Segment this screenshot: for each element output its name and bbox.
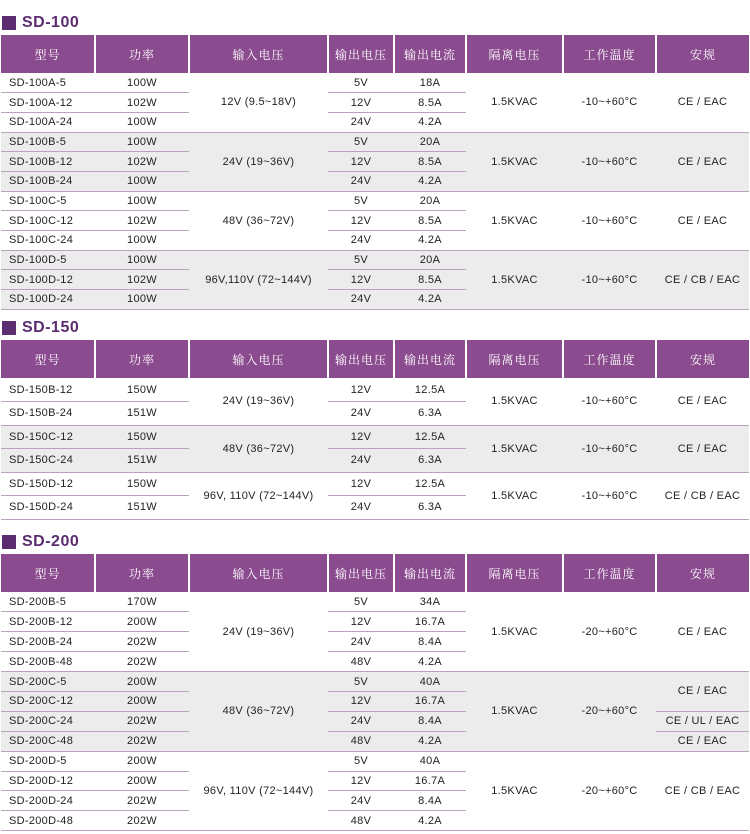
model-cell: SD-150D-12 — [1, 472, 95, 496]
input-voltage-cell: 24V (19~36V) — [189, 592, 328, 672]
output-voltage-cell: 12V — [328, 152, 394, 172]
output-current-cell: 20A — [394, 250, 466, 270]
isolation-voltage-cell: 1.5KVAC — [466, 378, 563, 425]
operating-temp-cell: -10~+60°C — [563, 378, 656, 425]
power-cell: 100W — [95, 132, 189, 152]
certification-cell: CE / EAC — [656, 132, 749, 191]
power-cell: 150W — [95, 378, 189, 402]
operating-temp-cell: -10~+60°C — [563, 250, 656, 309]
model-cell: SD-100B-5 — [1, 132, 95, 152]
isolation-voltage-cell: 1.5KVAC — [466, 425, 563, 472]
column-header: 输出电流 — [394, 554, 466, 592]
power-cell: 150W — [95, 472, 189, 496]
model-cell: SD-150C-12 — [1, 425, 95, 449]
title-marker-icon — [2, 16, 16, 30]
output-voltage-cell: 12V — [328, 378, 394, 402]
section-title-text: SD-200 — [22, 533, 80, 550]
column-header: 功率 — [95, 35, 189, 73]
output-current-cell: 12.5A — [394, 472, 466, 496]
header-row — [1, 554, 749, 592]
power-cell: 170W — [95, 592, 189, 612]
input-voltage-cell: 96V, 110V (72~144V) — [189, 751, 328, 831]
input-voltage-cell: 96V, 110V (72~144V) — [189, 472, 328, 519]
output-voltage-cell: 24V — [328, 290, 394, 310]
header-row — [1, 35, 749, 73]
model-cell: SD-200D-12 — [1, 771, 95, 791]
output-voltage-cell: 12V — [328, 771, 394, 791]
column-header: 隔离电压 — [466, 340, 563, 378]
output-voltage-cell: 24V — [328, 112, 394, 132]
certification-cell: CE / EAC — [656, 672, 749, 712]
power-cell: 150W — [95, 425, 189, 449]
output-voltage-cell: 48V — [328, 652, 394, 672]
spec-table — [1, 35, 749, 310]
certification-cell: CE / CB / EAC — [656, 472, 749, 519]
column-header: 功率 — [95, 554, 189, 592]
table-row — [1, 250, 749, 270]
power-cell: 202W — [95, 711, 189, 731]
input-voltage-cell: 24V (19~36V) — [189, 132, 328, 191]
output-current-cell: 8.5A — [394, 93, 466, 113]
power-cell: 202W — [95, 652, 189, 672]
power-cell: 151W — [95, 449, 189, 473]
model-cell: SD-100D-5 — [1, 250, 95, 270]
table-row — [1, 132, 749, 152]
power-cell: 200W — [95, 771, 189, 791]
certification-cell: CE / EAC — [656, 378, 749, 425]
output-voltage-cell: 5V — [328, 751, 394, 771]
output-voltage-cell: 5V — [328, 592, 394, 612]
output-current-cell: 6.3A — [394, 496, 466, 520]
operating-temp-cell: -10~+60°C — [563, 425, 656, 472]
power-cell: 100W — [95, 171, 189, 191]
output-voltage-cell: 48V — [328, 811, 394, 831]
title-marker-icon — [2, 535, 16, 549]
output-current-cell: 40A — [394, 672, 466, 692]
output-current-cell: 12.5A — [394, 378, 466, 402]
output-voltage-cell: 5V — [328, 250, 394, 270]
table-row — [1, 592, 749, 612]
output-voltage-cell: 24V — [328, 171, 394, 191]
power-cell: 100W — [95, 231, 189, 251]
output-voltage-cell: 12V — [328, 612, 394, 632]
section-title-text: SD-150 — [22, 319, 80, 336]
model-cell: SD-100A-24 — [1, 112, 95, 132]
column-header: 工作温度 — [563, 35, 656, 73]
model-cell: SD-200C-48 — [1, 731, 95, 751]
operating-temp-cell: -10~+60°C — [563, 73, 656, 132]
power-cell: 100W — [95, 191, 189, 211]
column-header: 型号 — [1, 554, 95, 592]
input-voltage-cell: 24V (19~36V) — [189, 378, 328, 425]
column-header: 安规 — [656, 340, 749, 378]
output-current-cell: 4.2A — [394, 112, 466, 132]
output-voltage-cell: 12V — [328, 472, 394, 496]
power-cell: 202W — [95, 731, 189, 751]
output-voltage-cell: 48V — [328, 731, 394, 751]
model-cell: SD-200B-48 — [1, 652, 95, 672]
column-header: 工作温度 — [563, 554, 656, 592]
column-header: 输入电压 — [189, 35, 328, 73]
operating-temp-cell: -10~+60°C — [563, 472, 656, 519]
column-header: 输出电压 — [328, 340, 394, 378]
output-current-cell: 4.2A — [394, 811, 466, 831]
table-row — [1, 472, 749, 496]
output-voltage-cell: 24V — [328, 402, 394, 426]
certification-cell: CE / UL / EAC — [656, 711, 749, 731]
power-cell: 100W — [95, 290, 189, 310]
column-header: 隔离电压 — [466, 35, 563, 73]
table-row — [1, 191, 749, 211]
output-current-cell: 12.5A — [394, 425, 466, 449]
output-voltage-cell: 5V — [328, 672, 394, 692]
power-cell: 100W — [95, 112, 189, 132]
model-cell: SD-150B-12 — [1, 378, 95, 402]
column-header: 工作温度 — [563, 340, 656, 378]
column-header: 输出电流 — [394, 35, 466, 73]
output-current-cell: 20A — [394, 132, 466, 152]
power-cell: 102W — [95, 270, 189, 290]
power-cell: 200W — [95, 612, 189, 632]
output-voltage-cell: 12V — [328, 270, 394, 290]
output-current-cell: 16.7A — [394, 612, 466, 632]
output-current-cell: 4.2A — [394, 731, 466, 751]
certification-cell: CE / EAC — [656, 731, 749, 751]
operating-temp-cell: -20~+60°C — [563, 672, 656, 752]
output-current-cell: 6.3A — [394, 449, 466, 473]
header-row — [1, 340, 749, 378]
column-header: 型号 — [1, 35, 95, 73]
column-header: 隔离电压 — [466, 554, 563, 592]
isolation-voltage-cell: 1.5KVAC — [466, 751, 563, 831]
output-voltage-cell: 24V — [328, 231, 394, 251]
model-cell: SD-200D-24 — [1, 791, 95, 811]
isolation-voltage-cell: 1.5KVAC — [466, 73, 563, 132]
model-cell: SD-100A-5 — [1, 73, 95, 93]
output-current-cell: 34A — [394, 592, 466, 612]
output-current-cell: 4.2A — [394, 290, 466, 310]
column-header: 输出电流 — [394, 340, 466, 378]
output-current-cell: 8.5A — [394, 270, 466, 290]
isolation-voltage-cell: 1.5KVAC — [466, 250, 563, 309]
output-voltage-cell: 12V — [328, 425, 394, 449]
output-current-cell: 20A — [394, 191, 466, 211]
output-voltage-cell: 24V — [328, 449, 394, 473]
section-title — [0, 318, 79, 338]
isolation-voltage-cell: 1.5KVAC — [466, 132, 563, 191]
output-voltage-cell: 5V — [328, 73, 394, 93]
model-cell: SD-100D-12 — [1, 270, 95, 290]
output-voltage-cell: 24V — [328, 711, 394, 731]
isolation-voltage-cell: 1.5KVAC — [466, 592, 563, 672]
output-voltage-cell: 12V — [328, 211, 394, 231]
isolation-voltage-cell: 1.5KVAC — [466, 672, 563, 752]
output-current-cell: 16.7A — [394, 771, 466, 791]
power-cell: 151W — [95, 402, 189, 426]
output-current-cell: 8.4A — [394, 711, 466, 731]
model-cell: SD-100B-24 — [1, 171, 95, 191]
output-current-cell: 8.4A — [394, 632, 466, 652]
spec-table — [1, 340, 749, 520]
power-cell: 200W — [95, 751, 189, 771]
model-cell: SD-200C-24 — [1, 711, 95, 731]
certification-cell: CE / EAC — [656, 425, 749, 472]
table-row — [1, 73, 749, 93]
output-voltage-cell: 24V — [328, 791, 394, 811]
certification-cell: CE / EAC — [656, 592, 749, 672]
output-current-cell: 16.7A — [394, 691, 466, 711]
power-cell: 102W — [95, 211, 189, 231]
column-header: 输出电压 — [328, 35, 394, 73]
operating-temp-cell: -10~+60°C — [563, 191, 656, 250]
spec-table — [1, 554, 749, 831]
certification-cell: CE / EAC — [656, 73, 749, 132]
certification-cell: CE / EAC — [656, 191, 749, 250]
model-cell: SD-150C-24 — [1, 449, 95, 473]
column-header: 输出电压 — [328, 554, 394, 592]
power-cell: 102W — [95, 93, 189, 113]
output-current-cell: 18A — [394, 73, 466, 93]
output-voltage-cell: 12V — [328, 93, 394, 113]
power-cell: 200W — [95, 672, 189, 692]
output-current-cell: 4.2A — [394, 171, 466, 191]
section-title-text: SD-100 — [22, 14, 80, 31]
power-cell: 200W — [95, 691, 189, 711]
power-cell: 151W — [95, 496, 189, 520]
power-cell: 202W — [95, 791, 189, 811]
output-current-cell: 40A — [394, 751, 466, 771]
isolation-voltage-cell: 1.5KVAC — [466, 472, 563, 519]
table-row — [1, 378, 749, 402]
model-cell: SD-200B-12 — [1, 612, 95, 632]
certification-cell: CE / CB / EAC — [656, 250, 749, 309]
column-header: 输入电压 — [189, 340, 328, 378]
input-voltage-cell: 48V (36~72V) — [189, 672, 328, 752]
column-header: 安规 — [656, 554, 749, 592]
column-header: 型号 — [1, 340, 95, 378]
output-voltage-cell: 5V — [328, 191, 394, 211]
section-title — [0, 532, 79, 552]
model-cell: SD-200D-5 — [1, 751, 95, 771]
output-current-cell: 8.5A — [394, 152, 466, 172]
model-cell: SD-100C-5 — [1, 191, 95, 211]
column-header: 功率 — [95, 340, 189, 378]
output-voltage-cell: 24V — [328, 496, 394, 520]
model-cell: SD-200D-48 — [1, 811, 95, 831]
power-cell: 102W — [95, 152, 189, 172]
operating-temp-cell: -20~+60°C — [563, 592, 656, 672]
input-voltage-cell: 48V (36~72V) — [189, 191, 328, 250]
model-cell: SD-200C-12 — [1, 691, 95, 711]
power-cell: 202W — [95, 811, 189, 831]
section-title — [0, 13, 79, 33]
model-cell: SD-100B-12 — [1, 152, 95, 172]
input-voltage-cell: 96V,110V (72~144V) — [189, 250, 328, 309]
title-marker-icon — [2, 321, 16, 335]
operating-temp-cell: -10~+60°C — [563, 132, 656, 191]
table-row — [1, 751, 749, 771]
isolation-voltage-cell: 1.5KVAC — [466, 191, 563, 250]
model-cell: SD-100C-12 — [1, 211, 95, 231]
output-current-cell: 8.4A — [394, 791, 466, 811]
power-cell: 100W — [95, 73, 189, 93]
column-header: 输入电压 — [189, 554, 328, 592]
model-cell: SD-100D-24 — [1, 290, 95, 310]
output-current-cell: 4.2A — [394, 652, 466, 672]
model-cell: SD-100C-24 — [1, 231, 95, 251]
output-current-cell: 4.2A — [394, 231, 466, 251]
model-cell: SD-150D-24 — [1, 496, 95, 520]
output-voltage-cell: 12V — [328, 691, 394, 711]
output-voltage-cell: 24V — [328, 632, 394, 652]
model-cell: SD-150B-24 — [1, 402, 95, 426]
column-header: 安规 — [656, 35, 749, 73]
operating-temp-cell: -20~+60°C — [563, 751, 656, 831]
table-row — [1, 672, 749, 692]
model-cell: SD-100A-12 — [1, 93, 95, 113]
input-voltage-cell: 12V (9.5~18V) — [189, 73, 328, 132]
model-cell: SD-200B-24 — [1, 632, 95, 652]
certification-cell: CE / CB / EAC — [656, 751, 749, 831]
power-cell: 100W — [95, 250, 189, 270]
model-cell: SD-200B-5 — [1, 592, 95, 612]
input-voltage-cell: 48V (36~72V) — [189, 425, 328, 472]
power-cell: 202W — [95, 632, 189, 652]
table-row — [1, 425, 749, 449]
output-current-cell: 6.3A — [394, 402, 466, 426]
model-cell: SD-200C-5 — [1, 672, 95, 692]
output-current-cell: 8.5A — [394, 211, 466, 231]
output-voltage-cell: 5V — [328, 132, 394, 152]
